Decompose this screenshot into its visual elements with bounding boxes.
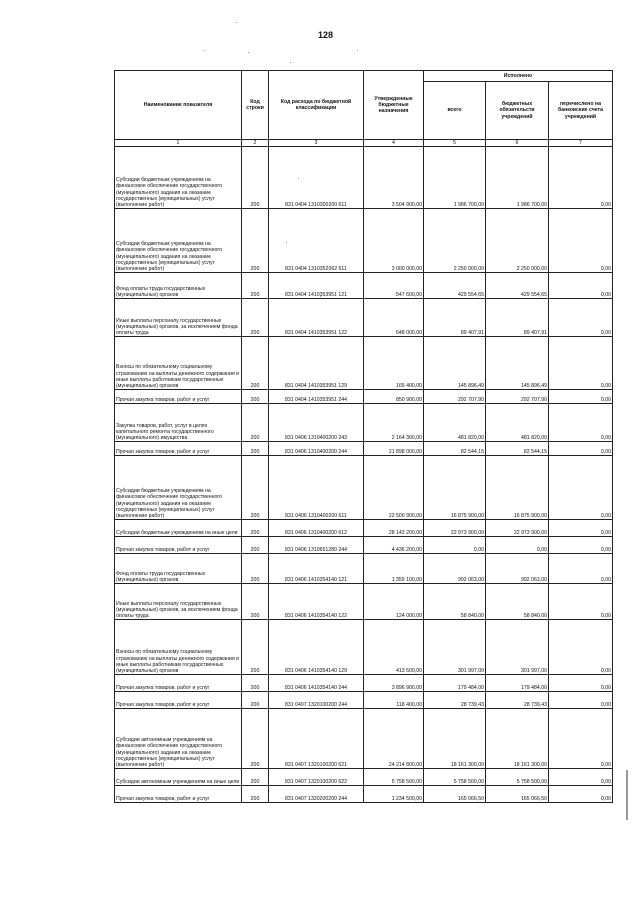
scan-dot <box>204 50 205 51</box>
column-number: 5 <box>424 140 486 147</box>
row-code: 200 <box>242 520 269 537</box>
row-bank: 0,00 <box>549 692 613 709</box>
row-budget: 145 896,49 <box>486 337 549 390</box>
row-total: 165 066,50 <box>424 786 486 803</box>
row-kbk: 831 0407 1320200200 244 <box>269 786 364 803</box>
row-total: 16 875 900,00 <box>424 456 486 520</box>
row-bank: 0,00 <box>549 537 613 554</box>
row-kbk: 831 0404 1410353951 121 <box>269 273 364 299</box>
row-name: Взносы по обязательному социальному страхованию на выплаты денежного содержания и иные выплаты работникам государственных (муниципальных) органов <box>115 620 242 675</box>
row-bank: 0,00 <box>549 337 613 390</box>
row-budget: 992 063,00 <box>486 554 549 584</box>
row-budget: 1 986 700,00 <box>486 147 549 209</box>
row-code: 200 <box>242 147 269 209</box>
column-number: 7 <box>549 140 613 147</box>
table-row <box>115 554 613 584</box>
row-code: 200 <box>242 709 269 769</box>
row-bank: 0,00 <box>549 620 613 675</box>
row-total: 18 161 300,00 <box>424 709 486 769</box>
row-name: Иные выплаты персоналу государственных (муниципальных) органов, за исключением фонда оплаты труда <box>115 299 242 337</box>
row-approved: 124 000,00 <box>364 584 424 620</box>
header-approved: Утвержденные бюджетные назначения <box>364 71 424 140</box>
row-total: 5 758 500,00 <box>424 769 486 786</box>
row-budget: 301 997,00 <box>486 620 549 675</box>
row-name: Субсидии бюджетным учреждениям на финансовое обеспечение государственного (муниципального) задания на оказание государственных (муниципальных) услуг (выполнение работ) <box>115 456 242 520</box>
header-code: Код строки <box>242 71 269 140</box>
table-row <box>115 786 613 803</box>
table-row <box>115 273 613 299</box>
row-bank: 0,00 <box>549 273 613 299</box>
row-kbk: 831 0406 1410354140 121 <box>269 554 364 584</box>
row-bank: 0,00 <box>549 786 613 803</box>
row-code: 200 <box>242 554 269 584</box>
header-kbk: Код расхода по бюджетной классификации <box>269 71 364 140</box>
row-bank: 0,00 <box>549 456 613 520</box>
row-approved: 21 898 000,00 <box>364 442 424 456</box>
row-approved: 3 504 900,00 <box>364 147 424 209</box>
row-code: 200 <box>242 769 269 786</box>
row-approved: 1 234 500,00 <box>364 786 424 803</box>
row-code: 200 <box>242 620 269 675</box>
scan-dot <box>248 52 249 53</box>
row-approved: 547 600,00 <box>364 273 424 299</box>
row-total: 2 250 000,00 <box>424 209 486 273</box>
row-total: 145 896,49 <box>424 337 486 390</box>
row-approved: 413 500,00 <box>364 620 424 675</box>
table-row <box>115 769 613 786</box>
row-approved: 28 143 200,00 <box>364 520 424 537</box>
row-code: 200 <box>242 786 269 803</box>
row-approved: 850 900,00 <box>364 390 424 404</box>
row-code: 200 <box>242 442 269 456</box>
row-code: 200 <box>242 675 269 692</box>
row-kbk: 831 0407 1320100200 244 <box>269 692 364 709</box>
row-approved: 648 000,00 <box>364 299 424 337</box>
row-bank: 0,00 <box>549 554 613 584</box>
row-name: Субсидии бюджетным учреждениям на финансовое обеспечение государственного (муниципального) задания на оказание государственных (муниципальных) услуг (выполнение работ) <box>115 209 242 273</box>
table-row <box>115 390 613 404</box>
row-total: 481 820,00 <box>424 404 486 442</box>
table-row <box>115 692 613 709</box>
column-number: 2 <box>242 140 269 147</box>
row-approved: 3 000 000,00 <box>364 209 424 273</box>
row-name: Прочая закупка товаров, работ и услуг <box>115 442 242 456</box>
scan-margin-mark <box>626 770 628 820</box>
scan-dot <box>290 62 291 63</box>
row-approved: 1 359 100,00 <box>364 554 424 584</box>
row-approved: 24 214 800,00 <box>364 709 424 769</box>
table-row <box>115 456 613 520</box>
row-code: 200 <box>242 209 269 273</box>
row-name: Взносы по обязательному социальному страхованию на выплаты денежного содержания и иные выплаты работникам государственных (муниципальных) органов <box>115 337 242 390</box>
row-total: 82 544,15 <box>424 442 486 456</box>
row-code: 200 <box>242 299 269 337</box>
row-kbk: 831 0407 1320100200 621 <box>269 709 364 769</box>
header-budget-obligations: бюджетных обязательств учреждений <box>486 82 549 140</box>
row-name: Прочая закупка товаров, работ и услуг <box>115 537 242 554</box>
row-approved: 22 500 900,00 <box>364 456 424 520</box>
table-row <box>115 147 613 209</box>
row-code: 200 <box>242 456 269 520</box>
row-approved: 165 400,00 <box>364 337 424 390</box>
row-budget: 481 820,00 <box>486 404 549 442</box>
row-name: Субсидии бюджетным учреждениям на иные цели <box>115 520 242 537</box>
row-total: 58 840,00 <box>424 584 486 620</box>
table-row <box>115 620 613 675</box>
scan-dot <box>357 50 358 51</box>
row-name: Иные выплаты персоналу государственных (муниципальных) органов, за исключением фонда оплаты труда <box>115 584 242 620</box>
row-total: 292 707,90 <box>424 390 486 404</box>
header-execution-group: Исполнено <box>424 71 613 82</box>
row-bank: 0,00 <box>549 404 613 442</box>
row-bank: 0,00 <box>549 390 613 404</box>
row-name: Субсидии автономным учреждениям на иные цели <box>115 769 242 786</box>
row-total: 89 407,91 <box>424 299 486 337</box>
row-budget: 2 250 000,00 <box>486 209 549 273</box>
column-number: 4 <box>364 140 424 147</box>
row-code: 200 <box>242 584 269 620</box>
row-budget: 5 758 500,00 <box>486 769 549 786</box>
table-row <box>115 584 613 620</box>
row-approved: 118 400,00 <box>364 692 424 709</box>
row-budget: 292 707,90 <box>486 390 549 404</box>
column-number: 3 <box>269 140 364 147</box>
row-budget: 58 840,00 <box>486 584 549 620</box>
table-row <box>115 209 613 273</box>
row-total: 0,00 <box>424 537 486 554</box>
row-kbk: 831 0406 1310400200 244 <box>269 442 364 456</box>
row-kbk: 831 0406 1410354140 122 <box>269 584 364 620</box>
row-total: 28 739,43 <box>424 692 486 709</box>
row-budget: 28 739,43 <box>486 692 549 709</box>
header-total: всего <box>424 82 486 140</box>
row-total: 179 484,00 <box>424 675 486 692</box>
column-number: 1 <box>115 140 242 147</box>
row-kbk: 831 0406 1310651280 244 <box>269 537 364 554</box>
row-budget: 89 407,91 <box>486 299 549 337</box>
row-bank: 0,00 <box>549 769 613 786</box>
row-bank: 0,00 <box>549 299 613 337</box>
row-code: 200 <box>242 273 269 299</box>
row-kbk: 831 0406 1410354140 244 <box>269 675 364 692</box>
table-row <box>115 299 613 337</box>
row-approved: 4 436 200,00 <box>364 537 424 554</box>
row-kbk: 831 0407 1320100200 622 <box>269 769 364 786</box>
row-budget: 22 973 900,00 <box>486 520 549 537</box>
row-approved: 3 896 900,00 <box>364 675 424 692</box>
column-number-row <box>115 140 613 147</box>
row-total: 22 973 900,00 <box>424 520 486 537</box>
row-total: 301 997,00 <box>424 620 486 675</box>
row-code: 200 <box>242 537 269 554</box>
table-row <box>115 442 613 456</box>
row-total: 429 554,65 <box>424 273 486 299</box>
row-code: 200 <box>242 337 269 390</box>
row-name: Прочая закупка товаров, работ и услуг <box>115 675 242 692</box>
row-name: Фонд оплаты труда государственных (муниципальных) органов <box>115 554 242 584</box>
row-kbk: 831 0404 1410353951 122 <box>269 299 364 337</box>
row-kbk: 831 0406 1310400200 611 <box>269 456 364 520</box>
row-name: Прочая закупка товаров, работ и услуг <box>115 692 242 709</box>
row-bank: 0,00 <box>549 709 613 769</box>
row-total: 992 063,00 <box>424 554 486 584</box>
row-budget: 18 161 300,00 <box>486 709 549 769</box>
table-row <box>115 337 613 390</box>
row-name: Фонд оплаты труда государственных (муниципальных) органов <box>115 273 242 299</box>
row-code: 200 <box>242 390 269 404</box>
row-code: 200 <box>242 404 269 442</box>
row-kbk: 831 0404 1310352062 611 <box>269 209 364 273</box>
row-budget: 0,00 <box>486 537 549 554</box>
row-code: 200 <box>242 692 269 709</box>
table-row <box>115 404 613 442</box>
row-name: Субсидии бюджетным учреждениям на финансовое обеспечение государственного (муниципального) задания на оказание государственных (муниципальных) услуг (выполнение работ) <box>115 147 242 209</box>
row-kbk: 831 0404 1410353951 129 <box>269 337 364 390</box>
row-bank: 0,00 <box>549 675 613 692</box>
row-bank: 0,00 <box>549 147 613 209</box>
column-number: 6 <box>486 140 549 147</box>
table-row <box>115 537 613 554</box>
table-row <box>115 520 613 537</box>
row-name: Прочая закупка товаров, работ и услуг <box>115 786 242 803</box>
row-bank: 0,00 <box>549 584 613 620</box>
row-bank: 0,00 <box>549 442 613 456</box>
table-row <box>115 675 613 692</box>
row-bank: 0,00 <box>549 209 613 273</box>
header-name: Наименование показателя <box>115 71 242 140</box>
row-kbk: 831 0404 1410353951 244 <box>269 390 364 404</box>
table-row <box>115 709 613 769</box>
row-budget: 16 875 900,00 <box>486 456 549 520</box>
row-bank: 0,00 <box>549 520 613 537</box>
row-budget: 165 066,50 <box>486 786 549 803</box>
row-name: Субсидии автономным учреждениям на финансовое обеспечение государственного (муниципального) задания на оказание государственных (муниципальных) услуг (выполнение работ) <box>115 709 242 769</box>
row-approved: 5 758 500,00 <box>364 769 424 786</box>
row-kbk: 831 0406 1310400200 243 <box>269 404 364 442</box>
row-approved: 2 164 300,00 <box>364 404 424 442</box>
scan-dot <box>236 22 237 23</box>
header-bank-transfer: перечислено на банковские счета учреждений <box>549 82 613 140</box>
row-name: Закупка товаров, работ, услуг в целях капитального ремонта государственного (муниципального) имущества <box>115 404 242 442</box>
row-kbk: 831 0406 1310400200 612 <box>269 520 364 537</box>
row-kbk: 831 0404 1310300200 611 <box>269 147 364 209</box>
row-name: Прочая закупка товаров, работ и услуг <box>115 390 242 404</box>
row-budget: 179 484,00 <box>486 675 549 692</box>
row-total: 1 986 700,00 <box>424 147 486 209</box>
page-number: 128 <box>318 30 334 40</box>
row-budget: 82 544,15 <box>486 442 549 456</box>
row-kbk: 831 0406 1410354140 129 <box>269 620 364 675</box>
row-budget: 429 554,65 <box>486 273 549 299</box>
budget-execution-table <box>114 70 613 803</box>
